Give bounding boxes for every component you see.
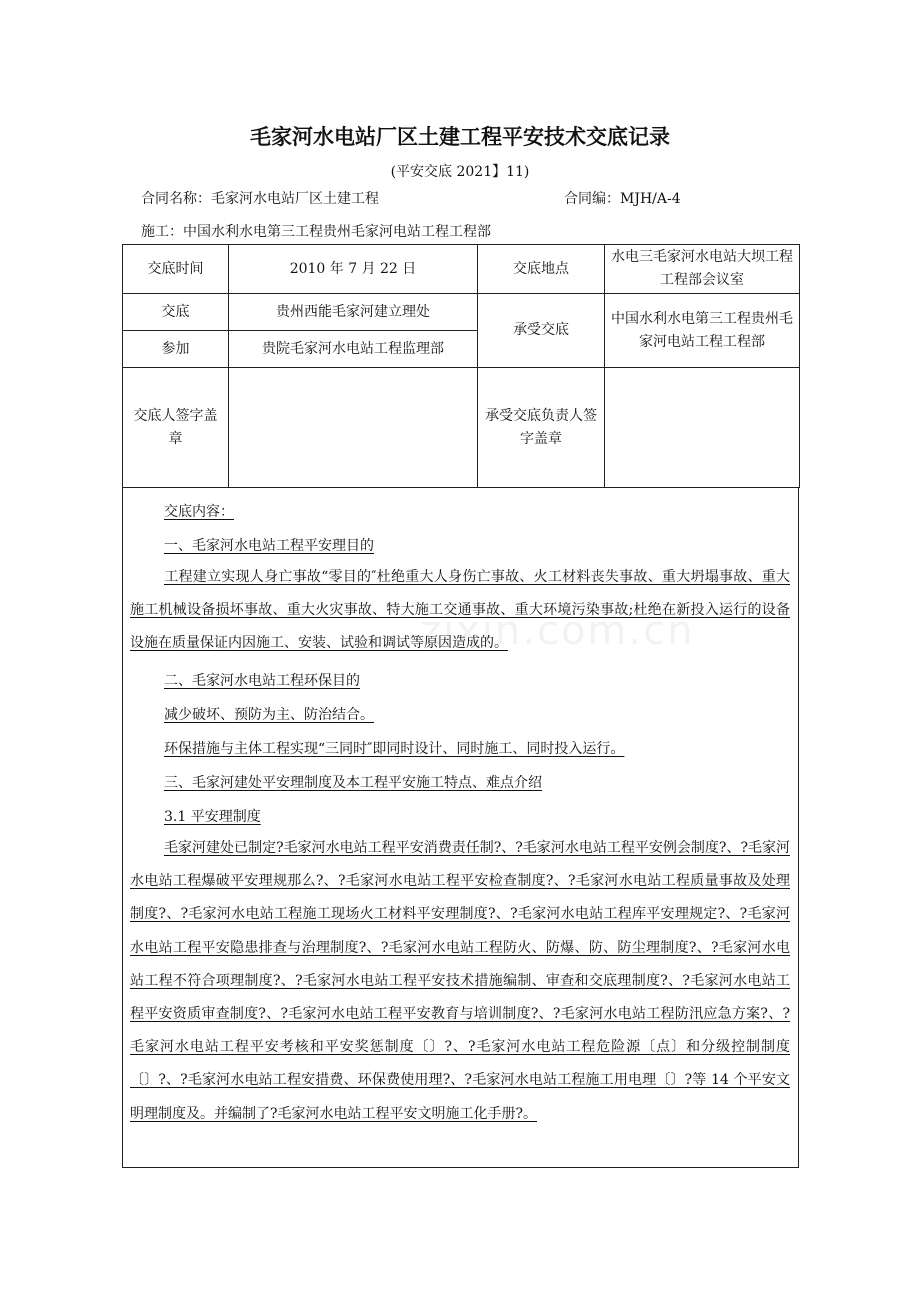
watermark: zixin.com.cn (420, 608, 695, 654)
briefer-label: 交底 (123, 294, 229, 331)
time-label: 交底时间 (123, 245, 229, 294)
section-3-1-text: 毛家河建处已制定?毛家河水电站工程平安消费责任制?、?毛家河水电站工程平安例会制度?、?毛家河水电站工程爆破平安理规那么?、?毛家河水电站工程平安检查制度?、?毛家河水电站工程质量事故及处理制度?、?毛家河水电站工程施工现场火工材料平安理制度?、?毛家河水电站工程库平安理规定?、?毛家河水电站工程平安隐患排查与治理制度?、?毛家河水电站工程防火、防爆、防、防尘理制度?、?毛家河水电站工程不符合项理制度?、?毛家河水电站工程平安技术措施编制、审查和交底理制度?、?毛家河水电站工程平安资质审查制度?、?毛家河水电站工程平安教育与培训制度?、?毛家河水电站工程防汛应急方案?、?毛家河水电站工程平安考核和平安奖惩制度〔〕?、?毛家河水电站工程危险源〔点〕和分级控制制度〔〕?、?毛家河水电站工程安措费、环保费使用理?、?毛家河水电站工程施工用电理〔〕?等 14 个平安文明理制度及。并编制了?毛家河水电站工程平安文明施工化手册?。 (130, 840, 790, 1122)
sign-area (229, 368, 478, 488)
receiver-sign-label: 承受交底负责人签字盖章 (478, 368, 605, 488)
section-3-1-body (130, 832, 790, 1131)
content-heading: 交底内容： (164, 504, 234, 520)
place-value: 水电三毛家河水电站大坝工程工程部会议室 (605, 245, 800, 294)
receiver-sign-area (605, 368, 800, 488)
briefer-value: 贵州西能毛家河建立理处 (229, 294, 478, 331)
section-1-title: 一、毛家河水电站工程平安理目的 (164, 538, 374, 554)
participant-value: 贵院毛家河水电站工程监理部 (229, 331, 478, 368)
section-3-1-title: 3.1 平安理制度 (164, 809, 261, 825)
receiver-label: 承受交底 (478, 294, 605, 368)
section-2-title: 二、毛家河水电站工程环保目的 (164, 673, 360, 689)
section-2-line-2: 环保措施与主体工程实现“三同时″即同时设计、同时施工、同时投入运行。 (164, 741, 625, 757)
contract-name: 合同名称：毛家河水电站厂区土建工程 (141, 191, 379, 207)
document-title: 毛家河水电站厂区土建工程平安技术交底记录 (250, 125, 670, 149)
info-table (122, 244, 800, 488)
contract-number: 合同编：MJH/A-4 (564, 191, 681, 207)
document-number: (平安交底 2021】11) (390, 164, 530, 180)
place-label: 交底地点 (478, 245, 605, 294)
sign-label: 交底人签字盖章 (123, 368, 229, 488)
time-value: 2010 年 7 月 22 日 (229, 245, 478, 294)
section-2-line-1: 减少破坏、预防为主、防治结合。 (164, 707, 374, 723)
section-1-text: 工程建立实现人身亡事故“零目的″杜绝重大人身伤亡事故、火工材料丧失事故、重大坍塌事故、重大施工机械设备损坏事故、重大火灾事故、特大施工交通事故、重大环境污染事故;杜绝在新投入运行的设备设施在质量保证内因施工、安装、试验和调试等原因造成的。 (130, 569, 790, 652)
section-1-body (130, 561, 790, 661)
receiver-value: 中国水利水电第三工程贵州毛家河电站工程工程部 (605, 294, 800, 368)
section-3-title: 三、毛家河建处平安理制度及本工程平安施工特点、难点介绍 (164, 775, 542, 791)
constructor-name: 施工：中国水利水电第三工程贵州毛家河电站工程工程部 (141, 224, 491, 240)
participant-label: 参加 (123, 331, 229, 368)
